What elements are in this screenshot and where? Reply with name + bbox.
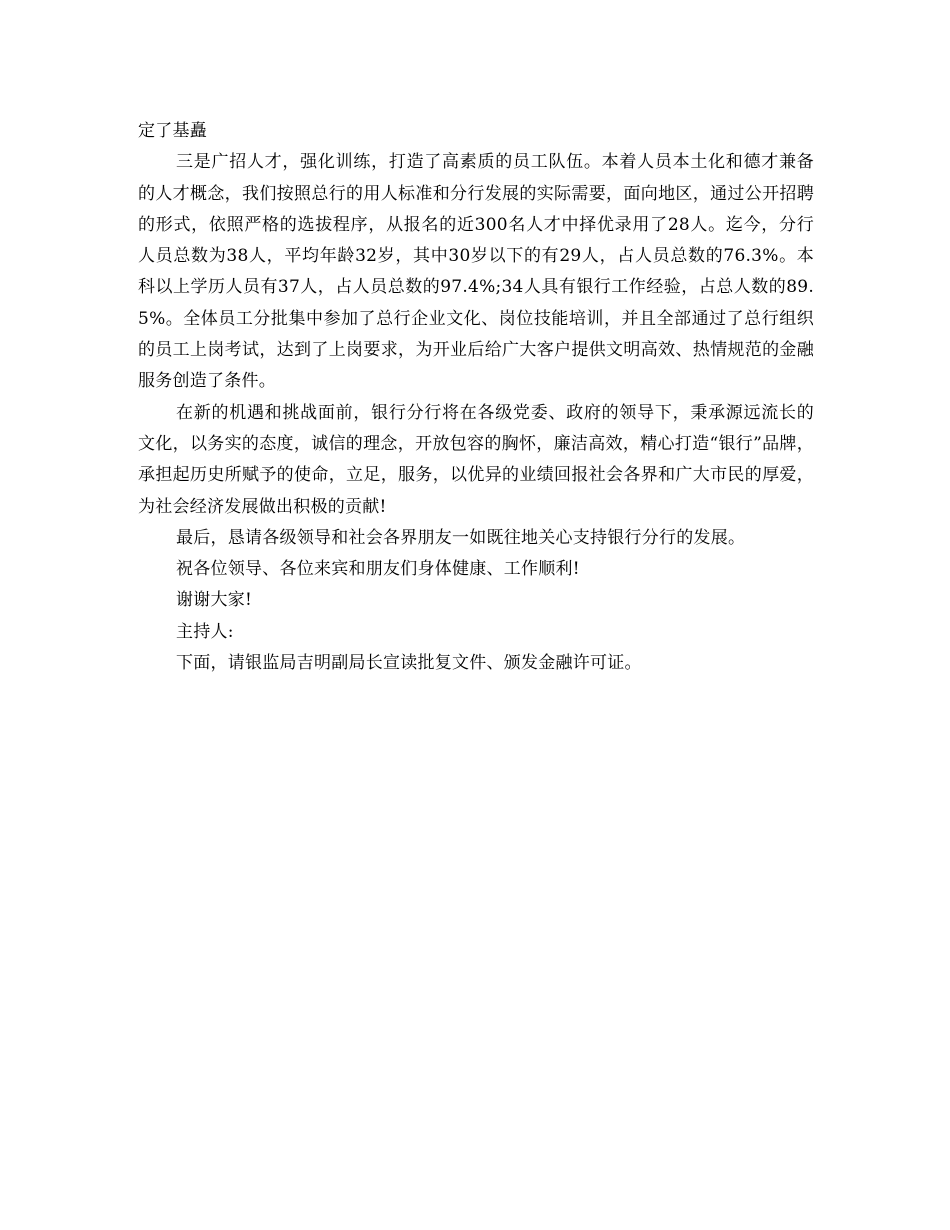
paragraph-staff-recruitment: 三是广招人才，强化训练，打造了高素质的员工队伍。本着人员本土化和德才兼备的人才概念，我们按照总行的用人标准和分行发展的实际需要，面向地区，通过公开招聘的形式，依照严格的选拔程序，从报名的近300名人才中择优录用了28人。迄今，分行人员总数为38人，平均年龄32岁，其中30岁以下的有29人，占人员总数的76.3%。本科以上学历人员有37人，占人员总数的97.4%;34人具有银行工作经验，占总人数的89.5%。全体员工分批集中参加了总行企业文化、岗位技能培训，并且全部通过了总行组织的员工上岗考试，达到了上岗要求，为开业后给广大客户提供文明高效、热情规范的金融服务创造了条件。 [138,152,814,392]
paragraph-wishes: 祝各位领导、各位来宾和朋友们身体健康、工作顺利! [176,559,580,580]
paragraph-continuation: 定了基矗 [138,121,207,141]
paragraph-host-announcement: 下面，请银监局吉明副局长宣读批复文件、颁发金融许可证。 [176,653,642,674]
paragraph-future-outlook: 在新的机遇和挑战面前，银行分行将在各级党委、政府的领导下，秉承源远流长的文化，以务实的态度，诚信的理念，开放包容的胸怀，廉洁高效，精心打造“银行”品牌，承担起历史所赋予的使命，立足，服务，以优异的业绩回报社会各界和广大市民的厚爱，为社会经济发展做出积极的贡献! [138,402,814,517]
paragraph-thanks: 谢谢大家! [176,590,253,611]
document-body [138,116,814,679]
paragraph-request-support: 最后，恳请各级领导和社会各界朋友一如既往地关心支持银行分行的发展。 [176,527,746,548]
paragraph-host-label: 主持人: [176,621,234,642]
